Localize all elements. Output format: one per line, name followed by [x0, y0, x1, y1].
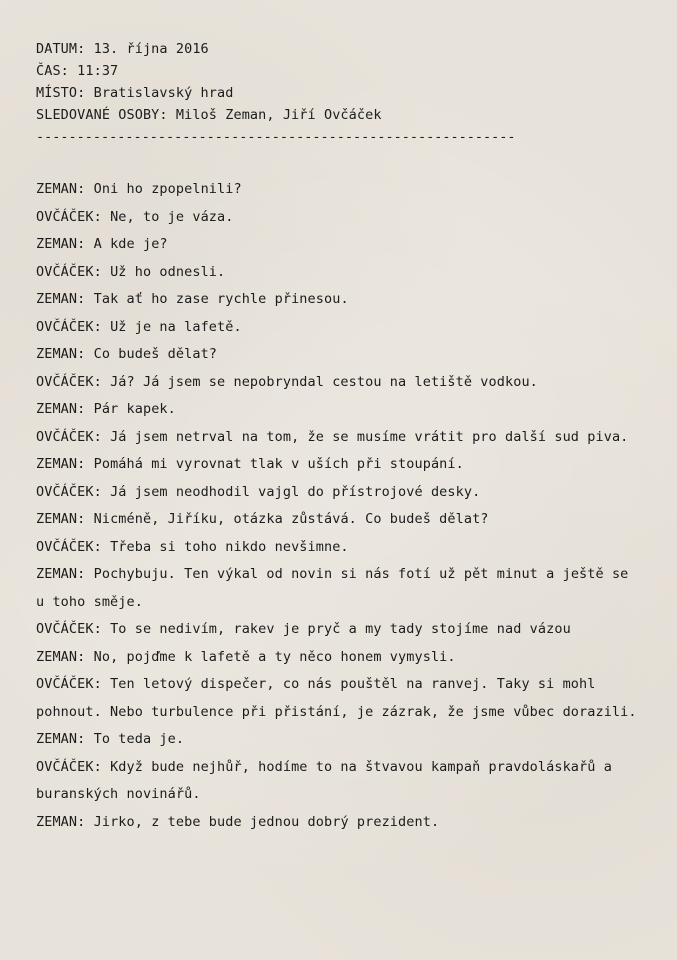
header-separator: ----------------------------------------------------------- — [36, 129, 516, 145]
speaker-label: ZEMAN: — [36, 731, 86, 747]
speaker-label: OVČÁČEK: — [36, 208, 102, 225]
dialogue-line — [36, 369, 644, 397]
speaker-label: ZEMAN: — [36, 401, 86, 417]
dialogue-line — [36, 616, 644, 644]
dialogue-text: No, pojďme k lafetě a ty něco honem vymysli. — [93, 648, 456, 665]
dialogue-text: To se nedivím, rakev je pryč a my tady stojíme nad vázou — [110, 621, 571, 637]
speaker-label: OVČÁČEK: — [36, 263, 102, 280]
speaker-label: ZEMAN: — [36, 291, 86, 307]
speaker-label: OVČÁČEK: — [36, 483, 102, 500]
dialogue-text: Co budeš dělat? — [93, 346, 218, 362]
dialogue-line — [36, 424, 644, 452]
speaker-label: ZEMAN: — [36, 813, 86, 830]
speaker-label: ZEMAN: — [36, 511, 86, 527]
dialogue-list — [36, 176, 646, 836]
dialogue-line — [36, 754, 644, 809]
dialogue-line — [36, 561, 644, 616]
dialogue-line — [36, 479, 644, 507]
dialogue-text: A kde je? — [93, 236, 168, 252]
dialogue-text: Pár kapek. — [93, 401, 176, 417]
dialogue-line — [36, 341, 644, 369]
dialogue-line — [36, 314, 644, 342]
speaker-label: ZEMAN: — [36, 456, 86, 472]
speaker-label: OVČÁČEK: — [36, 758, 102, 775]
dialogue-line — [36, 726, 644, 754]
header-persons: SLEDOVANÉ OSOBY: Miloš Zeman, Jiří Ovčáček — [36, 107, 382, 123]
dialogue-text: Tak ať ho zase rychle přinesou. — [93, 291, 349, 307]
dialogue-line — [36, 534, 644, 562]
dialogue-text: Já jsem netrval na tom, že se musíme vrátit pro další sud piva. — [110, 428, 629, 445]
dialogue-text: Oni ho zpopelnili? — [93, 181, 242, 197]
dialogue-line — [36, 809, 644, 837]
dialogue-text: To teda je. — [93, 731, 185, 747]
dialogue-text: Nicméně, Jiříku, otázka zůstává. Co budeš dělat? — [93, 511, 489, 527]
dialogue-line — [36, 506, 644, 534]
header-place: MÍSTO: Bratislavský hrad — [36, 85, 234, 101]
speaker-label: OVČÁČEK: — [36, 318, 102, 335]
speaker-label: OVČÁČEK: — [36, 538, 102, 555]
dialogue-text: Když bude nejhůř, hodíme to na štvavou kampaň pravdoláskařů a buranských novinářů. — [36, 758, 612, 802]
speaker-label: OVČÁČEK: — [36, 373, 102, 390]
dialogue-text: Už ho odnesli. — [110, 263, 226, 280]
dialogue-line — [36, 176, 644, 204]
speaker-label: OVČÁČEK: — [36, 676, 102, 692]
dialogue-line — [36, 231, 644, 259]
speaker-label: ZEMAN: — [36, 346, 86, 362]
header-date: DATUM: 13. října 2016 — [36, 41, 209, 57]
dialogue-text: Já? Já jsem se nepobryndal cestou na letiště vodkou. — [110, 373, 538, 390]
speaker-label: ZEMAN: — [36, 566, 86, 582]
dialogue-line — [36, 286, 644, 314]
speaker-label: OVČÁČEK: — [36, 428, 102, 445]
dialogue-line — [36, 204, 644, 232]
dialogue-text: Ten letový dispečer, co nás pouštěl na ranvej. Taky si mohl pohnout. Nebo turbulence při přistání, je zázrak, že jsme vůbec dorazili. — [36, 676, 637, 720]
speaker-label: ZEMAN: — [36, 648, 86, 665]
dialogue-text: Já jsem neodhodil vajgl do přístrojové desky. — [110, 483, 481, 500]
dialogue-text: Ne, to je váza. — [110, 208, 234, 225]
dialogue-text: Už je na lafetě. — [110, 318, 242, 335]
dialogue-line — [36, 396, 644, 424]
dialogue-text: Pochybuju. Ten výkal od novin si nás fotí už pět minut a ještě se u toho směje. — [36, 566, 629, 610]
dialogue-text: Třeba si toho nikdo nevšimne. — [110, 538, 349, 555]
dialogue-text: Pomáhá mi vyrovnat tlak v uších při stoupání. — [93, 456, 464, 472]
speaker-label: ZEMAN: — [36, 181, 86, 197]
header-time: ČAS: 11:37 — [36, 63, 119, 79]
transcript-page — [36, 38, 646, 836]
dialogue-line — [36, 451, 644, 479]
dialogue-line — [36, 644, 644, 672]
dialogue-line — [36, 671, 644, 726]
dialogue-line — [36, 259, 644, 287]
dialogue-text: Jirko, z tebe bude jednou dobrý prezident. — [93, 813, 440, 830]
speaker-label: ZEMAN: — [36, 236, 86, 252]
speaker-label: OVČÁČEK: — [36, 621, 102, 637]
